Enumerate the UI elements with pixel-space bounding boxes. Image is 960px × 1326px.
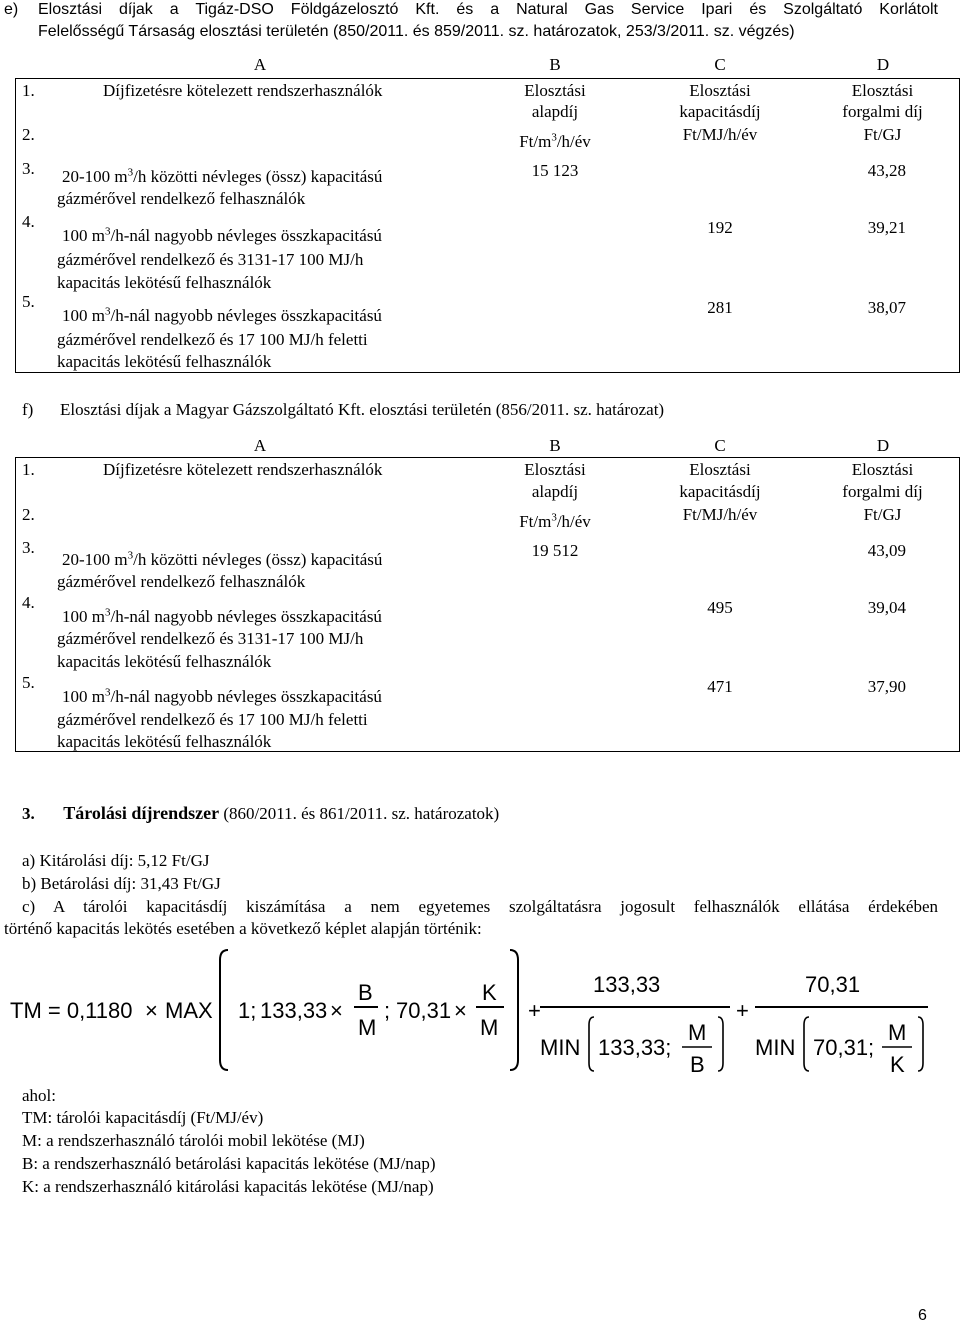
legend-tm: TM: tárolói kapacitásdíj (Ft/MJ/év) — [22, 1108, 264, 1127]
header-b-line2: alapdíj — [531, 102, 579, 121]
legend-ahol: ahol: — [22, 1086, 56, 1105]
frac3-inner-num: M — [688, 1020, 707, 1045]
row-num: 2. — [22, 125, 35, 144]
formula-times3: × — [454, 998, 467, 1023]
unit-b: $Ft/m^3/h/év$ — [519, 131, 591, 151]
header-users: Díjfizetésre kötelezett rendszerhasználók — [103, 81, 383, 100]
row5-desc-line3: kapacitás lekötésű felhasználók — [57, 352, 272, 371]
frac4-inner-num: M — [888, 1020, 907, 1045]
row4-desc-line2: gázmérővel rendelkező és 3131-17 100 MJ/h — [57, 250, 364, 269]
row5-desc-line2: gázmérővel rendelkező és 17 100 MJ/h feletti — [57, 710, 368, 729]
section-3-heading — [22, 803, 499, 824]
row-num: 3. — [22, 538, 35, 557]
header-b-line1: Elosztási — [524, 81, 586, 100]
section-e-line2: Felelősségű Társaság elosztási területén (850/2011. és 859/2011. sz. határozatok, 253/3/2011. sz. végzés) — [38, 23, 795, 40]
unit-c: Ft/MJ/h/év — [682, 505, 758, 524]
row4-desc-line3: kapacitás lekötésű felhasználók — [57, 652, 272, 671]
section-e-line1: Elosztási díjak a Tigáz-DSO Földgázelosztó Kft. és a Natural Gas Service Ipari és Szolgáltató Korlátolt — [38, 1, 938, 18]
col-letter-b: B — [549, 55, 561, 74]
row4-desc-line3: kapacitás lekötésű felhasználók — [57, 273, 272, 292]
header-c-line1: Elosztási — [689, 460, 751, 479]
row5-desc-line3: kapacitás lekötésű felhasználók — [57, 732, 272, 751]
frac3-min: MIN — [540, 1035, 581, 1060]
value-c: 281 — [707, 298, 733, 317]
col-letter-a: A — [253, 55, 267, 74]
value-d: 39,21 — [867, 218, 906, 237]
frac3-paren-left — [589, 1017, 594, 1071]
legend-b: B: a rendszerhasználó betárolási kapacitás lekötése (MJ/nap) — [22, 1154, 436, 1173]
bracket-left — [220, 950, 228, 1070]
formula-plus2: + — [736, 998, 749, 1023]
value-d: 37,90 — [867, 677, 906, 696]
row-num: 4. — [22, 593, 35, 612]
formula-c1: 133,33 — [260, 998, 328, 1023]
header-d-line1: Elosztási — [851, 460, 914, 479]
row4-desc-line2: gázmérővel rendelkező és 3131-17 100 MJ/h — [57, 629, 364, 648]
value-d: 39,04 — [867, 598, 906, 617]
row-num: 2. — [22, 505, 35, 524]
value-c: 495 — [707, 598, 733, 617]
header-c-line2: kapacitásdíj — [679, 482, 761, 501]
bracket-right — [510, 950, 518, 1070]
header-b-line1: Elosztási — [524, 460, 586, 479]
frac2-den: M — [480, 1015, 499, 1040]
col-letter-c: C — [714, 436, 726, 455]
item-b: b) Betárolási díj: 31,43 Ft/GJ — [22, 874, 221, 893]
formula-times2: × — [330, 998, 343, 1023]
header-d-line1: Elosztási — [851, 81, 914, 100]
frac4-paren-left — [804, 1017, 809, 1071]
formula-c2: 70,31 — [396, 998, 452, 1023]
col-letter-b: B — [549, 436, 561, 455]
formula-plus1: + — [528, 998, 541, 1023]
tm-formula — [10, 945, 940, 1080]
row4-desc-line1: 100 $m^3/h$-nál nagyobb névleges összkapacitású — [62, 225, 382, 245]
row3-desc-line2: gázmérővel rendelkező felhasználók — [57, 189, 306, 208]
row-num: 3. — [22, 159, 35, 178]
unit-c: Ft/MJ/h/év — [682, 125, 758, 144]
value-d: 43,28 — [867, 161, 906, 180]
value-d: 43,09 — [867, 541, 906, 560]
row5-desc-line1: 100 $m^3/h$-nál nagyobb névleges összkapacitású — [62, 686, 382, 706]
section-3-num: 3. — [22, 804, 35, 823]
frac4-const: 70,31; — [813, 1035, 875, 1060]
frac4-inner-den: K — [890, 1052, 905, 1077]
row5-desc-line2: gázmérővel rendelkező és 17 100 MJ/h feletti — [57, 330, 368, 349]
item-c-line2: történő kapacitás lekötés esetében a következő képlet alapján történik: — [4, 919, 482, 938]
col-letter-d: D — [876, 436, 890, 455]
section-3-title: Tárolási díjrendszer — [63, 803, 220, 823]
formula-times: × — [145, 998, 158, 1023]
header-d-line2: forgalmi díj — [842, 482, 923, 501]
row3-desc-line1: 20-100 $m^3/h$ közötti névleges (össz) kapacitású — [62, 166, 383, 186]
unit-b: $Ft/m^3/h/év$ — [519, 511, 591, 531]
section-3-refs: (860/2011. és 861/2011. sz. határozatok) — [223, 804, 500, 823]
value-c: 192 — [707, 218, 733, 237]
value-c: 471 — [707, 677, 733, 696]
formula-max: MAX — [165, 998, 213, 1023]
header-d-line2: forgalmi díj — [842, 102, 923, 121]
header-c-line2: kapacitásdíj — [679, 102, 761, 121]
section-f-label: f) — [22, 400, 34, 419]
header-users: Díjfizetésre kötelezett rendszerhasználók — [103, 460, 383, 479]
frac4-num: 70,31 — [805, 972, 861, 997]
frac3-num: 133,33 — [593, 972, 661, 997]
formula-semi: ; — [384, 998, 391, 1023]
section-e-heading — [4, 0, 944, 41]
frac1-num: B — [358, 980, 373, 1005]
row-num: 1. — [22, 81, 35, 100]
row4-desc-line1: 100 $m^3/h$-nál nagyobb névleges összkapacitású — [62, 606, 382, 626]
value-b: 19 512 — [531, 541, 579, 560]
item-c-line1: c) A tárolói kapacitásdíj kiszámítása a nem egyetemes szolgáltatásra jogosult felhasználók ellátása érdekében — [22, 897, 938, 916]
legend-m: M: a rendszerhasználó tárolói mobil lekötése (MJ) — [22, 1131, 365, 1150]
table-f-border — [15, 457, 960, 752]
col-letter-a: A — [253, 436, 267, 455]
frac4-paren-right — [918, 1017, 923, 1071]
row-num: 5. — [22, 673, 35, 692]
value-b: 15 123 — [531, 161, 579, 180]
frac4-min: MIN — [755, 1035, 796, 1060]
header-c-line1: Elosztási — [689, 81, 751, 100]
col-letter-d: D — [876, 55, 890, 74]
section-e-label: e) — [4, 1, 19, 18]
frac2-num: K — [482, 980, 497, 1005]
row-num: 5. — [22, 292, 35, 311]
header-b-line2: alapdíj — [531, 482, 579, 501]
frac1-den: M — [358, 1015, 377, 1040]
unit-d: Ft/GJ — [863, 125, 902, 144]
row5-desc-line1: 100 $m^3/h$-nál nagyobb névleges összkapacitású — [62, 305, 382, 325]
col-letter-c: C — [714, 55, 726, 74]
item-a: a) Kitárolási díj: 5,12 Ft/GJ — [22, 851, 210, 870]
page-number: 6 — [918, 1307, 927, 1324]
unit-d: Ft/GJ — [863, 505, 902, 524]
formula-lhs: TM = 0,1180 — [10, 998, 133, 1023]
row-num: 1. — [22, 460, 35, 479]
frac3-inner-den: B — [690, 1052, 705, 1077]
section-f-heading: Elosztási díjak a Magyar Gázszolgáltató Kft. elosztási területén (856/2011. sz. határozat) — [60, 400, 665, 419]
row-num: 4. — [22, 212, 35, 231]
row3-desc-line1: 20-100 $m^3/h$ közötti névleges (össz) kapacitású — [62, 549, 383, 569]
row3-desc-line2: gázmérővel rendelkező felhasználók — [57, 572, 306, 591]
formula-one: 1; — [238, 998, 257, 1023]
frac3-const: 133,33; — [598, 1035, 672, 1060]
frac3-paren-right — [718, 1017, 723, 1071]
value-d: 38,07 — [867, 298, 906, 317]
legend-k: K: a rendszerhasználó kitárolási kapacitás lekötése (MJ/nap) — [22, 1177, 434, 1196]
